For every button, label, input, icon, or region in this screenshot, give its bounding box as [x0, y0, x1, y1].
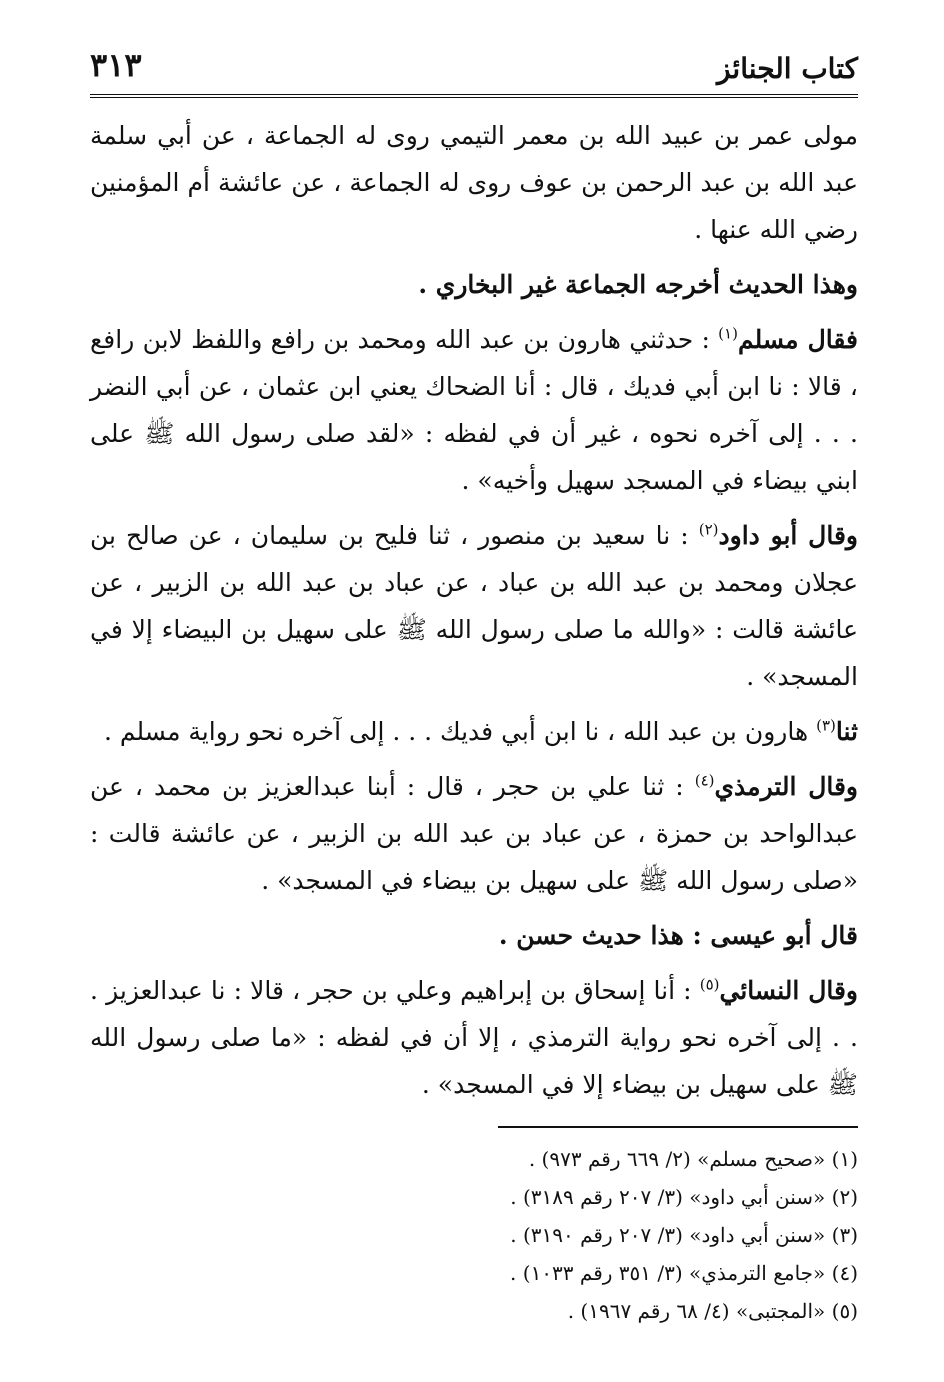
paragraph-text: هارون بن عبد الله ، نا ابن أبي فديك . . . إلى آخره نحو رواية مسلم .: [103, 717, 817, 746]
footnote-ref: (٤): [694, 771, 715, 790]
paragraph-lead: قال أبو عيسى : هذا حديث حسن .: [498, 921, 858, 950]
paragraph-text: : نا سعيد بن منصور ، ثنا فليح بن سليمان ، عن صالح بن عجلان ومحمد بن عبد الله بن عباد ، عن عباد بن عبد الله بن الزبير ، عن عائشة قالت : «والله ما صلى رسول الله ﷺ على سهيل بن البيضاء إلا في المسجد» .: [90, 521, 858, 691]
paragraph-tirmidhi: [90, 763, 858, 904]
book-page: [90, 40, 858, 1340]
main-text: [90, 112, 858, 1108]
footnote: (٤) «جامع الترمذي» (٣/ ٣٥١ رقم ١٠٣٣) .: [510, 1261, 858, 1285]
paragraph-lead: وهذا الحديث أخرجه الجماعة غير البخاري .: [418, 270, 858, 299]
paragraph-lead: وقال الترمذي: [714, 772, 858, 801]
paragraph-muslim: [90, 316, 858, 504]
page-header: [90, 40, 858, 98]
paragraph-lead: وقال أبو داود: [718, 521, 858, 550]
paragraph-text: : أنا إسحاق بن إبراهيم وعلي بن حجر ، قالا : نا عبدالعزيز . . . إلى آخره نحو رواية الترمذي ، إلا أن في لفظه : «ما صلى رسول الله ﷺ على سهيل بن بيضاء إلا في المسجد» .: [90, 976, 858, 1099]
page-number: ٣١٣: [90, 46, 142, 84]
paragraph-thana: [90, 708, 858, 755]
footnote-ref: (١): [718, 324, 738, 343]
footnote-ref: (٣): [816, 716, 836, 735]
paragraph-heading: [90, 261, 858, 308]
paragraph-continuation: [90, 112, 858, 253]
footnote: (٥) «المجتبى» (٤/ ٦٨ رقم ١٩٦٧) .: [567, 1299, 858, 1323]
footnote-ref: (٢): [698, 520, 719, 539]
footnote: (٢) «سنن أبي داود» (٣/ ٢٠٧ رقم ٣١٨٩) .: [510, 1185, 858, 1209]
paragraph-nasai: [90, 967, 858, 1108]
footnote: (١) «صحيح مسلم» (٢/ ٦٦٩ رقم ٩٧٣) .: [528, 1147, 858, 1171]
paragraph-text: مولى عمر بن عبيد الله بن معمر التيمي روى له الجماعة ، عن أبي سلمة عبد الله بن عبد الرحمن بن عوف روى له الجماعة ، عن عائشة أم المؤمنين رضي الله عنها .: [90, 121, 858, 244]
footnote: (٣) «سنن أبي داود» (٣/ ٢٠٧ رقم ٣١٩٠) .: [510, 1223, 858, 1247]
running-title: كتاب الجنائز: [716, 52, 858, 85]
footnote-ref: (٥): [699, 975, 720, 994]
footnote-divider: [498, 1126, 858, 1128]
paragraph-abu-isa: [90, 912, 858, 959]
paragraph-lead: فقال مسلم: [737, 325, 858, 354]
footnotes: [90, 1140, 858, 1330]
paragraph-lead: وقال النسائي: [719, 976, 859, 1005]
paragraph-text: : حدثني هارون بن عبد الله ومحمد بن رافع واللفظ لابن رافع ، قالا : نا ابن أبي فديك ، قال : أنا الضحاك يعني ابن عثمان ، عن أبي النضر . . . إلى آخره نحوه ، غير أن في لفظه : «لقد صلى رسول الله ﷺ على ابني بيضاء في المسجد سهيل وأخيه» .: [90, 325, 858, 495]
paragraph-lead: ثنا: [835, 717, 858, 746]
paragraph-abu-dawud: [90, 512, 858, 700]
paragraph-text: : ثنا علي بن حجر ، قال : أبنا عبدالعزيز بن محمد ، عن عبدالواحد بن حمزة ، عن عباد بن عبد الله بن الزبير ، عن عائشة قالت : «صلى رسول الله ﷺ على سهيل بن بيضاء في المسجد» .: [90, 772, 858, 895]
